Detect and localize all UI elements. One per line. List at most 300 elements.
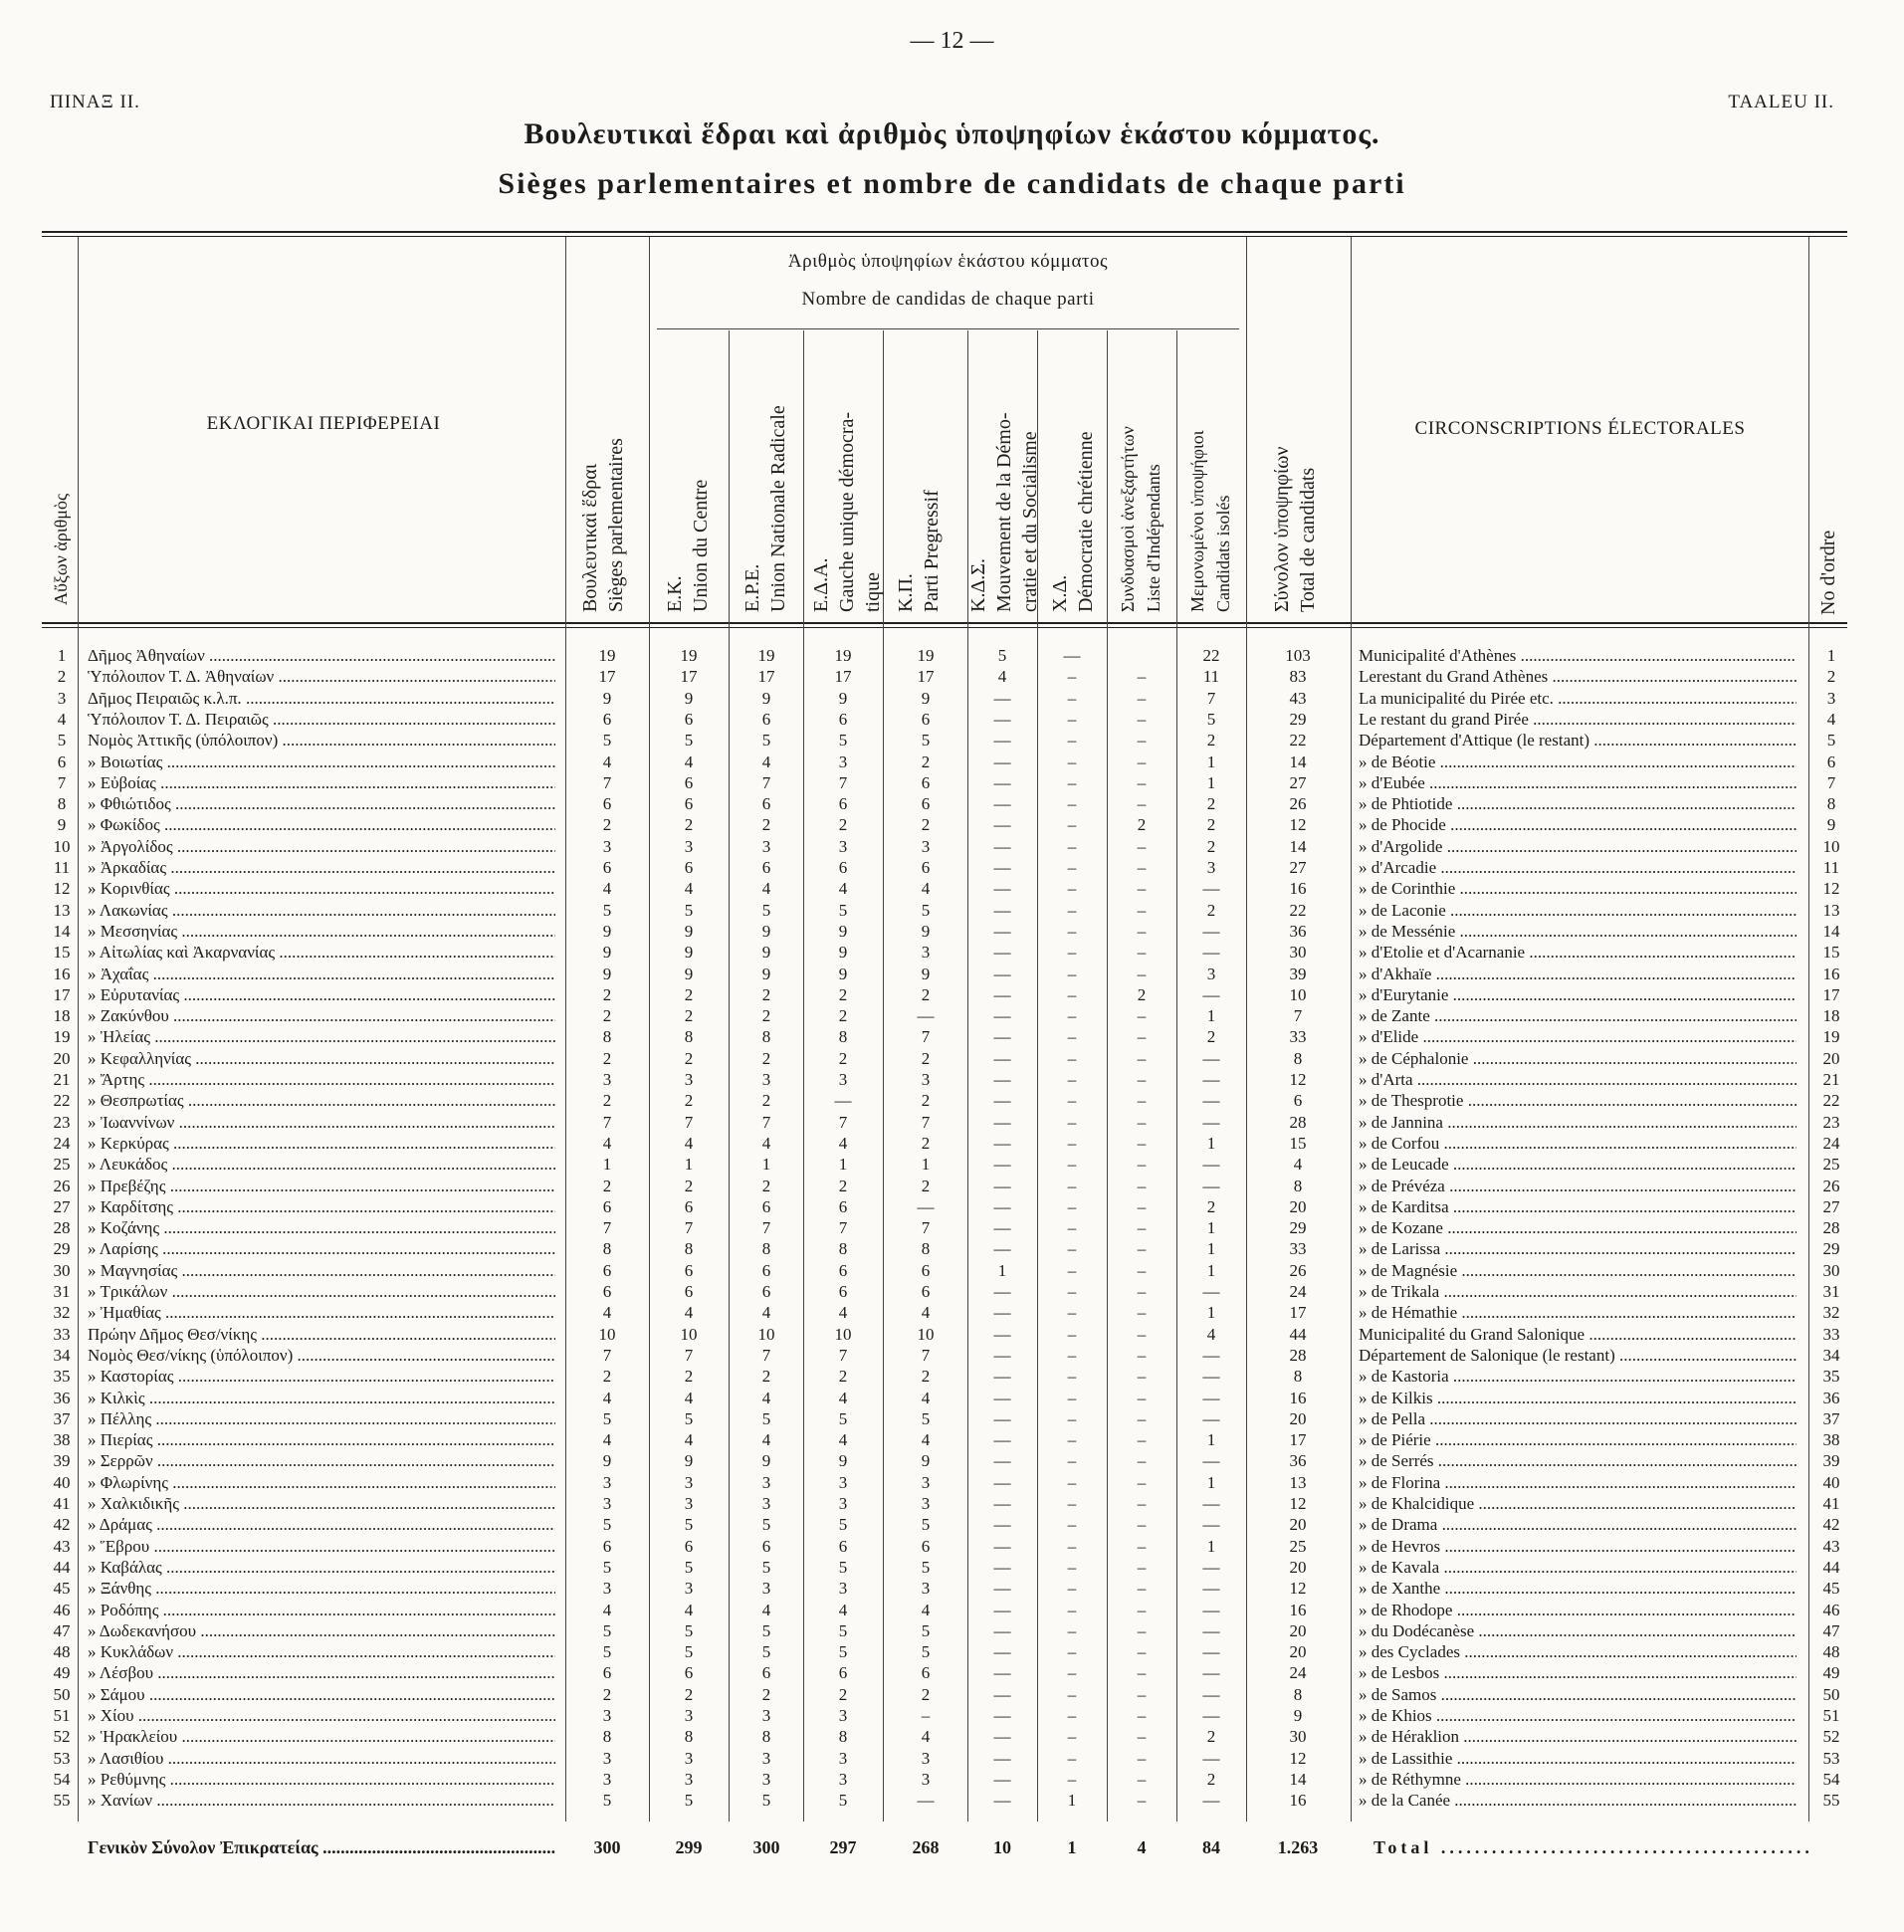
cell-kp: 5 xyxy=(921,1409,931,1428)
cell-xd: – xyxy=(1067,1027,1077,1046)
order-number: 26 xyxy=(1822,1177,1840,1195)
cell-kds: — xyxy=(993,858,1011,877)
cell-kp: 10 xyxy=(917,1325,935,1344)
cell-isolated: — xyxy=(1202,1558,1220,1577)
table-row xyxy=(0,1684,1904,1705)
header-independents-greek: Συνδυασμοὶ ἀνεξαρτήτων xyxy=(1118,426,1138,612)
cell-ere: 3 xyxy=(761,1070,771,1089)
cell-seats: 4 xyxy=(602,752,612,771)
district-french: » de Larissa ..... xyxy=(1359,1238,1797,1259)
cell-eda: 8 xyxy=(838,1027,848,1046)
header-ere xyxy=(740,405,791,612)
table-row xyxy=(0,793,1904,814)
cell-total: 14 xyxy=(1289,837,1307,856)
cell-independents: – xyxy=(1137,667,1147,686)
cell-eda: 17 xyxy=(834,667,852,686)
cell-kds: — xyxy=(993,879,1011,898)
row-number: 47 xyxy=(53,1621,71,1640)
cell-independents: – xyxy=(1137,1325,1147,1344)
cell-kds: — xyxy=(993,1155,1011,1174)
cell-ek: 8 xyxy=(684,1027,694,1046)
cell-ere: 6 xyxy=(761,710,771,729)
cell-eda: 3 xyxy=(838,1494,848,1513)
cell-seats: 7 xyxy=(602,1218,612,1237)
row-number: 51 xyxy=(53,1706,71,1725)
row-number: 14 xyxy=(53,922,71,941)
cell-kds: — xyxy=(993,1451,1011,1470)
district-greek: » Ἀρκαδίας ..... xyxy=(88,857,555,878)
district-greek: Νομὸς Ἀττικῆς (ὑπόλοιπον) ..... xyxy=(88,730,555,751)
cell-xd: – xyxy=(1067,1389,1077,1407)
cell-independents: 4 xyxy=(1137,1837,1147,1857)
table-row xyxy=(0,1154,1904,1175)
district-greek: » Ἡρακλείου ..... xyxy=(88,1726,555,1747)
cell-independents: – xyxy=(1137,901,1147,920)
district-french: » de Thesprotie ..... xyxy=(1359,1090,1797,1111)
cell-eda: 9 xyxy=(838,943,848,962)
district-french: » d'Etolie et d'Acarnanie ..... xyxy=(1359,942,1797,963)
cell-ek: 1 xyxy=(684,1155,694,1174)
district-greek: » Κυκλάδων ..... xyxy=(88,1641,555,1662)
cell-ere: 5 xyxy=(761,1621,771,1640)
district-french: » de Hémathie ..... xyxy=(1359,1302,1797,1323)
order-number: 25 xyxy=(1822,1155,1840,1174)
cell-ere: 9 xyxy=(761,922,771,941)
row-number: 23 xyxy=(53,1113,71,1132)
cell-ek: 2 xyxy=(684,1177,694,1195)
cell-independents: – xyxy=(1137,1685,1147,1704)
cell-total: 28 xyxy=(1289,1346,1307,1365)
order-number: 3 xyxy=(1826,689,1836,708)
cell-eda: 5 xyxy=(838,1642,848,1661)
cell-kds: — xyxy=(993,1663,1011,1682)
cell-xd: 1 xyxy=(1067,1791,1077,1810)
row-number: 53 xyxy=(53,1749,71,1768)
cell-total: 33 xyxy=(1289,1027,1307,1046)
cell-ek: 3 xyxy=(684,1070,694,1089)
cell-total: 4 xyxy=(1293,1155,1303,1174)
cell-kp: 3 xyxy=(921,837,931,856)
district-greek: » Πρεβέζης ..... xyxy=(88,1176,555,1196)
table-row xyxy=(0,1748,1904,1769)
district-french: » de Jannina ..... xyxy=(1359,1112,1797,1133)
cell-eda: 3 xyxy=(838,1706,848,1725)
cell-eda: 2 xyxy=(838,1049,848,1068)
cell-seats: 1 xyxy=(602,1155,612,1174)
cell-isolated: — xyxy=(1202,1113,1220,1132)
cell-kp: 4 xyxy=(921,1389,931,1407)
cell-ere: 3 xyxy=(761,837,771,856)
cell-isolated: 3 xyxy=(1206,965,1216,983)
cell-seats: 3 xyxy=(602,1070,612,1089)
cell-kp: 2 xyxy=(921,985,931,1004)
row-number: 38 xyxy=(53,1430,71,1449)
header-xd-abbr: Χ.Δ. xyxy=(1049,574,1071,612)
order-number: 53 xyxy=(1822,1749,1840,1768)
cell-independents: – xyxy=(1137,943,1147,962)
row-number: 44 xyxy=(53,1558,71,1577)
cell-kds: — xyxy=(993,1197,1011,1216)
cell-eda: 9 xyxy=(838,922,848,941)
cell-isolated: — xyxy=(1202,1685,1220,1704)
cell-kds: — xyxy=(993,815,1011,834)
cell-independents: – xyxy=(1137,922,1147,941)
row-number: 17 xyxy=(53,985,71,1004)
header-ek-abbr: Ε.Κ. xyxy=(664,575,686,612)
header-kds xyxy=(965,413,1043,613)
cell-independents: – xyxy=(1137,1706,1147,1725)
cell-total: 33 xyxy=(1289,1239,1307,1258)
header-seats-greek: Βουλευτικαὶ ἕδραι xyxy=(579,463,601,612)
cell-ere: 5 xyxy=(761,1791,771,1810)
cell-independents: – xyxy=(1137,1409,1147,1428)
cell-xd: – xyxy=(1067,1197,1077,1216)
page-number: — 12 — xyxy=(910,28,994,54)
cell-total: 12 xyxy=(1289,1749,1307,1768)
cell-isolated: — xyxy=(1202,1494,1220,1513)
district-greek: » Λευκάδος ..... xyxy=(88,1154,555,1175)
cell-ek: 19 xyxy=(680,646,698,665)
cell-ek: 5 xyxy=(684,1558,694,1577)
cell-kds: — xyxy=(993,1177,1011,1195)
cell-independents: – xyxy=(1137,773,1147,792)
table-row xyxy=(0,836,1904,857)
cell-eda: 9 xyxy=(838,965,848,983)
cell-eda: 4 xyxy=(838,1303,848,1322)
cell-eda: 9 xyxy=(838,1451,848,1470)
district-greek: » Ροδόπης ..... xyxy=(88,1600,555,1620)
table-row xyxy=(0,1578,1904,1599)
cell-isolated: 1 xyxy=(1206,1218,1216,1237)
cell-seats: 2 xyxy=(602,1685,612,1704)
cell-eda: 7 xyxy=(838,1113,848,1132)
cell-isolated: — xyxy=(1202,1515,1220,1534)
district-greek: » Εὐρυτανίας ..... xyxy=(88,984,555,1005)
cell-isolated: — xyxy=(1202,1706,1220,1725)
cell-eda: 3 xyxy=(838,752,848,771)
table-row xyxy=(0,1641,1904,1662)
cell-independents: – xyxy=(1137,1601,1147,1619)
row-number: 35 xyxy=(53,1367,71,1386)
cell-independents: – xyxy=(1137,1621,1147,1640)
cell-ere: 6 xyxy=(761,794,771,813)
row-number: 43 xyxy=(53,1537,71,1556)
district-french: Département de Salonique (le restant) ..... xyxy=(1359,1345,1797,1366)
cell-independents: – xyxy=(1137,1218,1147,1237)
cell-independents: 2 xyxy=(1137,815,1147,834)
cell-ere: 9 xyxy=(761,965,771,983)
cell-eda: 5 xyxy=(838,1558,848,1577)
cell-kds: — xyxy=(993,965,1011,983)
cell-kds: — xyxy=(993,1303,1011,1322)
table-row xyxy=(0,1620,1904,1641)
cell-total: 8 xyxy=(1293,1049,1303,1068)
cell-kp: 6 xyxy=(921,794,931,813)
cell-seats: 9 xyxy=(602,965,612,983)
cell-ek: 299 xyxy=(675,1837,703,1857)
district-greek: » Ζακύνθου ..... xyxy=(88,1005,555,1026)
cell-kp: 1 xyxy=(921,1155,931,1174)
cell-ere: 2 xyxy=(761,1091,771,1110)
cell-total: 36 xyxy=(1289,1451,1307,1470)
cell-ere: 7 xyxy=(761,1346,771,1365)
table-row xyxy=(0,984,1904,1005)
district-french: » de Serrés ..... xyxy=(1359,1450,1797,1471)
header-kp xyxy=(893,490,945,612)
row-number: 55 xyxy=(53,1791,71,1810)
cell-kp: 3 xyxy=(921,943,931,962)
cell-ek: 5 xyxy=(684,901,694,920)
cell-ek: 4 xyxy=(684,1134,694,1153)
cell-ere: 2 xyxy=(761,1367,771,1386)
cell-total: 16 xyxy=(1289,879,1307,898)
cell-kp: 4 xyxy=(921,879,931,898)
district-greek: » Καβάλας ..... xyxy=(88,1557,555,1578)
order-number: 7 xyxy=(1826,773,1836,792)
row-number: 29 xyxy=(53,1239,71,1258)
district-greek: » Λέσβου ..... xyxy=(88,1662,555,1683)
cell-kds: — xyxy=(993,1325,1011,1344)
cell-ere: 3 xyxy=(761,1579,771,1598)
order-number: 55 xyxy=(1822,1791,1840,1810)
district-greek: Νομὸς Θεσ/νίκης (ὑπόλοιπον) ..... xyxy=(88,1345,555,1366)
cell-independents: – xyxy=(1137,965,1147,983)
cell-isolated: 1 xyxy=(1206,1239,1216,1258)
cell-seats: 4 xyxy=(602,1303,612,1322)
cell-ek: 9 xyxy=(684,943,694,962)
row-number: 16 xyxy=(53,965,71,983)
cell-xd: – xyxy=(1067,1303,1077,1322)
row-number: 12 xyxy=(53,879,71,898)
cell-kp: – xyxy=(921,1706,931,1725)
cell-kds: — xyxy=(993,710,1011,729)
cell-xd: – xyxy=(1067,1727,1077,1746)
district-greek: » Εὐβοίας ..... xyxy=(88,772,555,793)
row-number: 33 xyxy=(53,1325,71,1344)
header-independents-french: Liste d'Indépendants xyxy=(1144,464,1164,612)
total-row xyxy=(0,1837,1904,1858)
table-row xyxy=(0,1217,1904,1238)
cell-kp: 19 xyxy=(917,646,935,665)
cell-isolated: — xyxy=(1202,1091,1220,1110)
cell-isolated: — xyxy=(1202,879,1220,898)
district-french: » de la Canée ..... xyxy=(1359,1790,1797,1811)
cell-eda: 3 xyxy=(838,1070,848,1089)
cell-eda: 19 xyxy=(834,646,852,665)
order-number: 28 xyxy=(1822,1218,1840,1237)
cell-total: 30 xyxy=(1289,1727,1307,1746)
cell-kp: 9 xyxy=(921,689,931,708)
order-number: 21 xyxy=(1822,1070,1840,1089)
cell-isolated: 1 xyxy=(1206,1303,1216,1322)
cell-kds: — xyxy=(993,1601,1011,1619)
cell-seats: 3 xyxy=(602,1706,612,1725)
cell-seats: 5 xyxy=(602,1409,612,1428)
cell-independents: – xyxy=(1137,710,1147,729)
cell-kds: — xyxy=(993,1006,1011,1025)
cell-seats: 2 xyxy=(602,1091,612,1110)
header-kp-name: Parti Pregressif xyxy=(921,490,943,612)
cell-seats: 2 xyxy=(602,815,612,834)
cell-ek: 4 xyxy=(684,1303,694,1322)
row-number: 37 xyxy=(53,1409,71,1428)
district-french: » d'Elide ..... xyxy=(1359,1026,1797,1047)
cell-xd: – xyxy=(1067,1537,1077,1556)
cell-kds: — xyxy=(993,1749,1011,1768)
cell-kds: 5 xyxy=(997,646,1007,665)
district-greek: » Κιλκὶς ..... xyxy=(88,1388,555,1408)
cell-ere: 2 xyxy=(761,815,771,834)
table-row xyxy=(0,1048,1904,1069)
cell-kp: 5 xyxy=(921,1621,931,1640)
cell-seats: 8 xyxy=(602,1239,612,1258)
cell-independents: – xyxy=(1137,1113,1147,1132)
cell-kp: 7 xyxy=(921,1346,931,1365)
district-french: » de Messénie ..... xyxy=(1359,921,1797,942)
cell-eda: 2 xyxy=(838,985,848,1004)
cell-ek: 9 xyxy=(684,922,694,941)
cell-kds: — xyxy=(993,1558,1011,1577)
cell-isolated: — xyxy=(1202,1663,1220,1682)
table-row xyxy=(0,1324,1904,1345)
cell-ek: 5 xyxy=(684,731,694,750)
cell-seats: 4 xyxy=(602,1601,612,1619)
district-french: » d'Arta ..... xyxy=(1359,1069,1797,1090)
cell-kp: — xyxy=(917,1197,935,1216)
cell-isolated: — xyxy=(1202,985,1220,1004)
district-french: » de Béotie ..... xyxy=(1359,751,1797,772)
cell-eda: 5 xyxy=(838,1515,848,1534)
cell-kp: 9 xyxy=(921,1451,931,1470)
cell-ere: 2 xyxy=(761,985,771,1004)
header-eda-name: Gauche unique démocra- xyxy=(836,411,858,612)
cell-independents: – xyxy=(1137,1070,1147,1089)
cell-total: 8 xyxy=(1293,1367,1303,1386)
header-kds-abbr: Κ.Δ.Σ. xyxy=(967,558,989,612)
order-number: 52 xyxy=(1822,1727,1840,1746)
order-number: 9 xyxy=(1826,815,1836,834)
cell-ek: 4 xyxy=(684,1389,694,1407)
cell-total: 39 xyxy=(1289,965,1307,983)
cell-ek: 2 xyxy=(684,815,694,834)
row-number: 21 xyxy=(53,1070,71,1089)
cell-ek: 2 xyxy=(684,1006,694,1025)
district-french: » de Piérie ..... xyxy=(1359,1429,1797,1450)
cell-ere: 1 xyxy=(761,1155,771,1174)
cell-ere: 2 xyxy=(761,1049,771,1068)
table-row xyxy=(0,1005,1904,1026)
district-greek: » Βοιωτίας ..... xyxy=(88,751,555,772)
cell-ere: 3 xyxy=(761,1473,771,1492)
cell-kds: — xyxy=(993,1218,1011,1237)
district-french: » de Lesbos ..... xyxy=(1359,1662,1797,1683)
cell-total: 24 xyxy=(1289,1282,1307,1301)
cell-kp: 5 xyxy=(921,1558,931,1577)
district-greek: » Πιερίας ..... xyxy=(88,1429,555,1450)
cell-eda: 7 xyxy=(838,773,848,792)
order-number: 43 xyxy=(1822,1537,1840,1556)
district-greek: » Χανίων ..... xyxy=(88,1790,555,1811)
cell-eda: 7 xyxy=(838,1346,848,1365)
row-number: 36 xyxy=(53,1389,71,1407)
row-number: 8 xyxy=(57,794,67,813)
cell-xd: – xyxy=(1067,1663,1077,1682)
cell-seats: 2 xyxy=(602,1049,612,1068)
cell-xd: – xyxy=(1067,1451,1077,1470)
district-french: La municipalité du Pirée etc. ..... xyxy=(1359,688,1797,709)
cell-kds: — xyxy=(993,1113,1011,1132)
table-row xyxy=(0,1366,1904,1387)
cell-xd: – xyxy=(1067,815,1077,834)
cell-ek: 2 xyxy=(684,1367,694,1386)
cell-xd: – xyxy=(1067,985,1077,1004)
cell-total: 22 xyxy=(1289,731,1307,750)
table-row xyxy=(0,730,1904,751)
table-row xyxy=(0,688,1904,709)
cell-kds: — xyxy=(993,1791,1011,1810)
cell-ere: 6 xyxy=(761,1663,771,1682)
cell-isolated: 2 xyxy=(1206,794,1216,813)
table-row xyxy=(0,1536,1904,1557)
cell-seats: 3 xyxy=(602,1579,612,1598)
cell-xd: – xyxy=(1067,837,1077,856)
district-greek: » Κεφαλληνίας ..... xyxy=(88,1048,555,1069)
cell-eda: 2 xyxy=(838,1006,848,1025)
header-total-french: Total de candidats xyxy=(1297,467,1319,612)
cell-xd: – xyxy=(1067,731,1077,750)
cell-total: 16 xyxy=(1289,1791,1307,1810)
cell-ere: 6 xyxy=(761,1282,771,1301)
row-number: 40 xyxy=(53,1473,71,1492)
table-row xyxy=(0,1026,1904,1047)
district-french: » de Pella ..... xyxy=(1359,1408,1797,1429)
cell-kp: 2 xyxy=(921,1049,931,1068)
cell-eda: 2 xyxy=(838,1177,848,1195)
cell-independents: – xyxy=(1137,1749,1147,1768)
cell-isolated: 3 xyxy=(1206,858,1216,877)
cell-ek: 8 xyxy=(684,1727,694,1746)
cell-kds: — xyxy=(993,689,1011,708)
cell-ek: 6 xyxy=(684,1261,694,1280)
header-ere-abbr: Ε.Ρ.Ε. xyxy=(741,563,763,612)
cell-total: 26 xyxy=(1289,1261,1307,1280)
cell-xd: – xyxy=(1067,752,1077,771)
cell-xd: – xyxy=(1067,1579,1077,1598)
cell-total: 20 xyxy=(1289,1409,1307,1428)
cell-independents: – xyxy=(1137,837,1147,856)
row-number: 18 xyxy=(53,1006,71,1025)
cell-total: 20 xyxy=(1289,1558,1307,1577)
cell-total: 17 xyxy=(1289,1430,1307,1449)
cell-total: 10 xyxy=(1289,985,1307,1004)
order-number: 27 xyxy=(1822,1197,1840,1216)
order-number: 40 xyxy=(1822,1473,1840,1492)
cell-ek: 2 xyxy=(684,1049,694,1068)
cell-kds: — xyxy=(993,985,1011,1004)
cell-eda: 4 xyxy=(838,1134,848,1153)
row-number: 54 xyxy=(53,1770,71,1789)
cell-total: 1.263 xyxy=(1277,1837,1319,1857)
district-greek: » Χαλκιδικῆς ..... xyxy=(88,1493,555,1514)
row-number: 42 xyxy=(53,1515,71,1534)
table-row xyxy=(0,1600,1904,1620)
cell-xd: – xyxy=(1067,1091,1077,1110)
cell-eda: 6 xyxy=(838,1197,848,1216)
district-greek: » Πέλλης ..... xyxy=(88,1408,555,1429)
order-number: 35 xyxy=(1822,1367,1840,1386)
cell-kds: — xyxy=(993,1706,1011,1725)
cell-eda: 3 xyxy=(838,1579,848,1598)
